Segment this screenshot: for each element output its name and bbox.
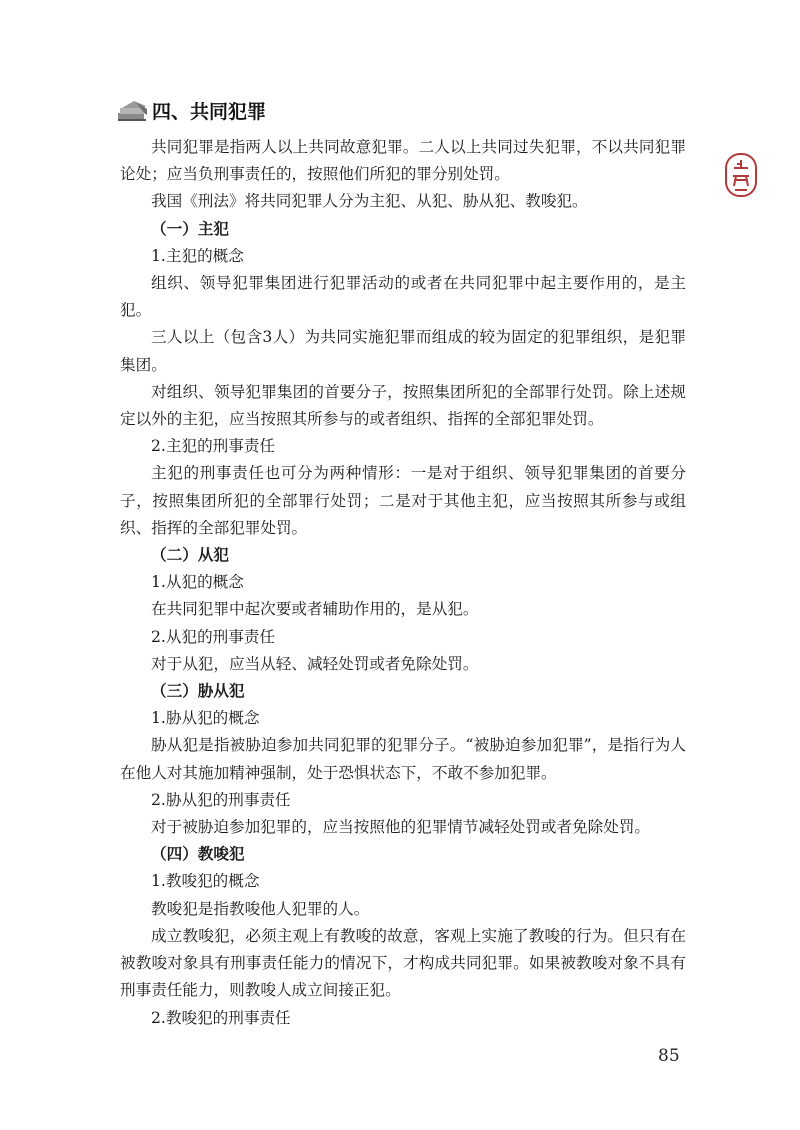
paragraph: 我国《刑法》将共同犯罪人分为主犯、从犯、胁从犯、教唆犯。 — [151, 192, 588, 211]
paragraph: 胁从犯是指被胁迫参加共同犯罪的犯罪分子。“被胁迫参加犯罪”，是指行为人在他人对其施加精神强制，处于恐惧状态下，不敢不参加犯罪。 — [120, 736, 686, 782]
paragraph: 教唆犯是指教唆他人犯罪的人。 — [151, 899, 370, 918]
paragraph: 对组织、领导犯罪集团的首要分子，按照集团所犯的全部罪行处罚。除上述规定以外的主犯，应当按照其所参与的或者组织、指挥的全部犯罪处罚。 — [120, 382, 686, 429]
paragraph: 对于被胁迫参加犯罪的，应当按照他的犯罪情节减轻处罚或者免除处罚。 — [151, 818, 651, 837]
subheading-coerced: （三）胁从犯 — [151, 682, 245, 701]
paragraph: 组织、领导犯罪集团进行犯罪活动的或者在共同犯罪中起主要作用的，是主犯。 — [120, 274, 686, 320]
section-title: 四、共同犯罪 — [152, 101, 267, 123]
subheading: 2.教唆犯的刑事责任 — [151, 1008, 291, 1027]
subheading: 2.从犯的刑事责任 — [151, 627, 276, 646]
paragraph: 在共同犯罪中起次要或者辅助作用的，是从犯。 — [151, 600, 479, 619]
subheading: 1.教唆犯的概念 — [151, 872, 260, 891]
section-heading — [116, 97, 266, 124]
paragraph: 成立教唆犯，必须主观上有教唆的故意，客观上实施了教唆的行为。但只有在被教唆对象具有刑事责任能力的情况下，才构成共同犯罪。如果被教唆对象不具有刑事责任能力，则教唆人成立间接正犯。 — [120, 926, 686, 1000]
paragraph: 共同犯罪是指两人以上共同故意犯罪。二人以上共同过失犯罪，不以共同犯罪论处；应当负刑事责任的，按照他们所犯的罪分别处罚。 — [120, 138, 686, 184]
subheading-principal: （一）主犯 — [151, 219, 229, 238]
book-stack-icon — [116, 99, 150, 123]
subheading: 2.主犯的刑事责任 — [151, 437, 276, 456]
subheading: 1.胁从犯的概念 — [151, 709, 260, 728]
paragraph: 主犯的刑事责任也可分为两种情形：一是对于组织、领导犯罪集团的首要分子，按照集团所犯的全部罪行处罚；二是对于其他主犯，应当按照其所参与或组织、指挥的全部犯罪处罚。 — [120, 464, 686, 537]
paragraph: 三人以上（包含3人）为共同实施犯罪而组成的较为固定的犯罪组织，是犯罪集团。 — [120, 328, 686, 374]
body-text — [120, 134, 686, 1032]
page-number: 85 — [658, 1046, 680, 1066]
subheading: 1.主犯的概念 — [151, 246, 244, 265]
paragraph: 对于从犯，应当从轻、减轻处罚或者免除处罚。 — [151, 654, 479, 673]
subheading: 1.从犯的概念 — [151, 573, 244, 592]
subheading-accessory: （二）从犯 — [151, 546, 229, 565]
subheading-instigator: （四）教唆犯 — [151, 845, 245, 864]
subheading: 2.胁从犯的刑事责任 — [151, 790, 291, 809]
seal-stamp — [724, 152, 758, 198]
